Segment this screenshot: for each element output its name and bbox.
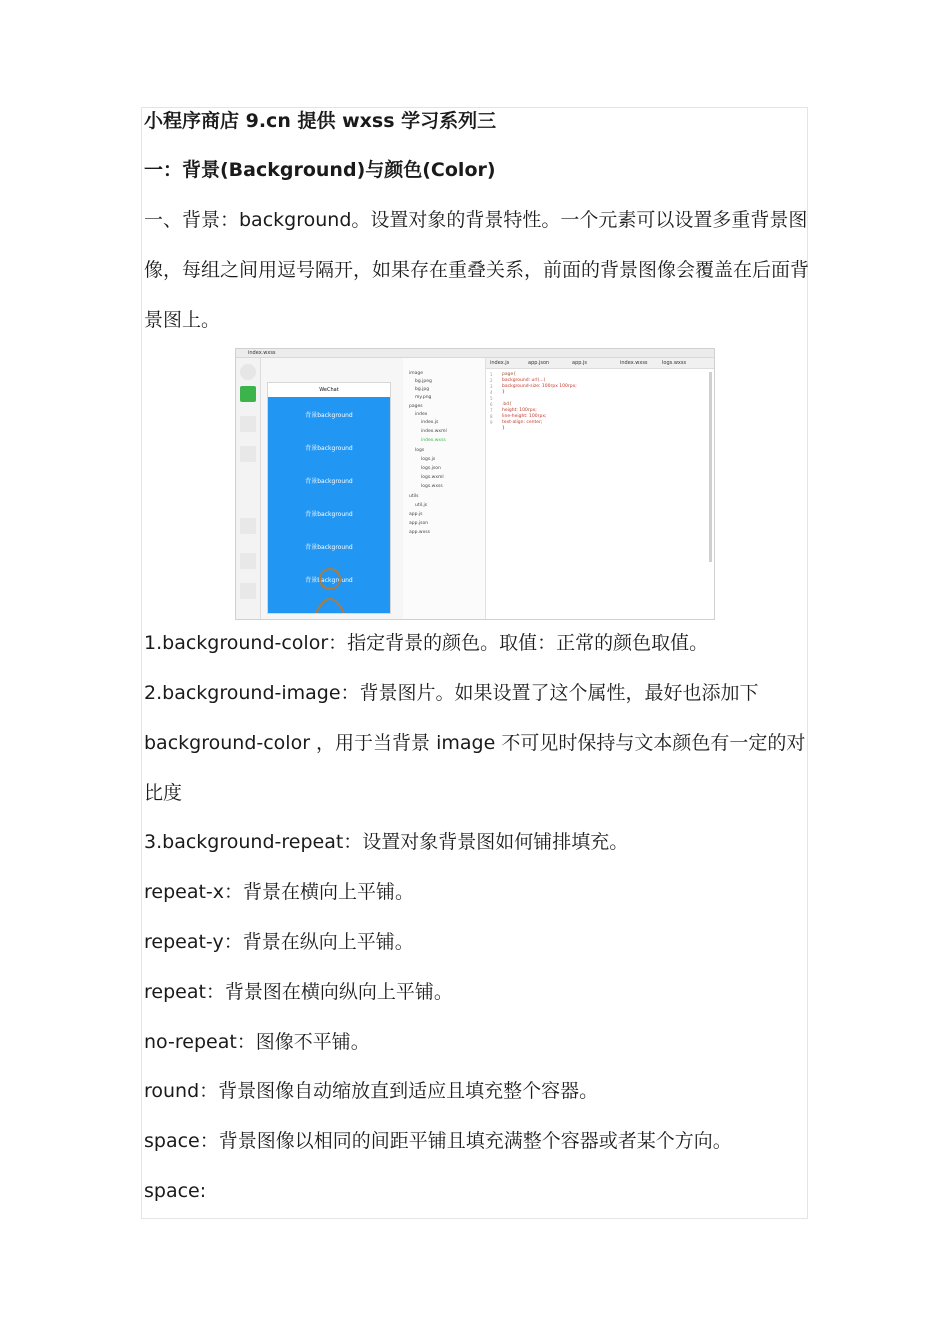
body-line-1: 1.background-color：指定背景的颜色。取值：正常的颜色取值。 xyxy=(144,632,709,654)
body-line-2: 2.background-image：背景图片。如果设置了这个属性，最好也添加下 xyxy=(144,682,759,704)
debug-tool-icon[interactable] xyxy=(240,446,256,462)
body-line-3: background-color ，用于当背景 image 不可见时保持与文本颜色有一定的对 xyxy=(144,732,806,754)
code-line: page{ xyxy=(502,372,517,377)
body-line-10: round：背景图像自动缩放直到适应且填充整个容器。 xyxy=(144,1080,599,1102)
tree-item[interactable]: logs xyxy=(415,448,425,453)
code-line: background-size: 100rpx 100rpx; xyxy=(502,384,577,389)
tree-item[interactable]: app.js xyxy=(409,512,423,517)
body-line-8: repeat：背景图在横向纵向上平铺。 xyxy=(144,981,453,1003)
code-line: } xyxy=(502,426,505,431)
phone-simulator xyxy=(267,382,391,614)
editor-tab[interactable]: logs.wxss xyxy=(662,360,687,366)
tree-item[interactable]: logs.wxss xyxy=(421,484,443,489)
tree-item[interactable]: index.js xyxy=(421,420,439,425)
body-line-9: no-repeat：图像不平铺。 xyxy=(144,1031,370,1053)
body-line-7: repeat-y：背景在纵向上平铺。 xyxy=(144,931,414,953)
tree-item[interactable]: my.png xyxy=(415,395,432,400)
tree-item[interactable]: bg.jpeg xyxy=(415,379,432,384)
code-tool-icon[interactable] xyxy=(240,416,256,432)
intro-line-3: 景图上。 xyxy=(144,309,221,331)
tree-item[interactable]: util.js xyxy=(415,503,428,508)
tree-item[interactable]: logs.js xyxy=(421,457,436,462)
compile-tool-icon[interactable] xyxy=(240,553,256,569)
code-editor[interactable]: index.js app.json app.js index.wxss logs.wxss 1 2 3 4 5 6 7 8 9 page{ background: url(...) background-size: 100rpx 100rpx; } .bd{ height: 100rpx; line-height: 100rpx; text-align: center; } xyxy=(486,358,715,620)
image-rule-left xyxy=(141,342,142,627)
project-tool-icon[interactable] xyxy=(240,518,256,534)
tree-item[interactable]: app.json xyxy=(409,521,429,526)
tree-item[interactable]: utils xyxy=(409,494,419,499)
bg-label-1: 背景background xyxy=(305,412,353,419)
section-heading: 一：背景(Background)与颜色(Color) xyxy=(144,159,496,181)
user-avatar-icon xyxy=(314,567,346,613)
code-line: } xyxy=(502,390,505,395)
bg-label-4: 背景background xyxy=(305,511,353,518)
phone-blue-background xyxy=(268,397,390,613)
tree-item[interactable]: index.wxml xyxy=(421,429,447,434)
avatar-icon xyxy=(240,364,256,380)
menubar-app-name: index.wxss xyxy=(248,350,276,356)
editor-tab[interactable]: index.js xyxy=(490,360,510,366)
body-line-5: 3.background-repeat：设置对象背景图如何铺排填充。 xyxy=(144,831,629,853)
intro-line-1: 一、背景：background。设置对象的背景特性。一个元素可以设置多重背景图 xyxy=(144,209,808,231)
mac-menubar xyxy=(236,349,714,358)
simulator-area xyxy=(261,358,403,620)
bg-label-6: 背景background xyxy=(305,577,353,584)
tree-item[interactable]: image xyxy=(409,371,424,376)
devtools-screenshot xyxy=(235,348,715,620)
code-line: .bd{ xyxy=(502,402,513,407)
body-line-4: 比度 xyxy=(144,782,183,804)
code-line: text-align: center; xyxy=(502,420,543,425)
body-line-6: repeat-x：背景在横向上平铺。 xyxy=(144,881,415,903)
tree-item-active[interactable]: index.wxss xyxy=(421,438,446,443)
editor-tab[interactable]: app.js xyxy=(572,360,587,366)
code-line: line-height: 100rpx; xyxy=(502,414,547,419)
body-line-12: space: xyxy=(144,1180,207,1202)
file-tree xyxy=(403,358,486,620)
phone-nav-title: WeChat xyxy=(319,387,339,393)
bg-label-5: 背景background xyxy=(305,544,353,551)
doc-title: 小程序商店 9.cn 提供 wxss 学习系列三 xyxy=(144,110,497,132)
editor-tool-button[interactable] xyxy=(240,386,256,402)
bg-label-2: 背景background xyxy=(305,445,353,452)
tree-item[interactable]: app.wxss xyxy=(409,530,430,535)
editor-tabs xyxy=(486,358,715,369)
tree-item[interactable]: logs.json xyxy=(421,466,441,471)
editor-tab[interactable]: app.json xyxy=(528,360,550,366)
code-line: background: url(...) xyxy=(502,378,546,383)
tree-item[interactable]: index xyxy=(415,412,428,417)
bg-label-3: 背景background xyxy=(305,478,353,485)
body-line-11: space：背景图像以相同的间距平铺且填充满整个容器或者某个方向。 xyxy=(144,1130,732,1152)
settings-tool-icon[interactable] xyxy=(240,583,256,599)
image-rule-right xyxy=(807,342,808,627)
tree-item[interactable]: logs.wxml xyxy=(421,475,444,480)
tool-sidebar xyxy=(236,358,261,620)
editor-tab-active[interactable]: index.wxss xyxy=(620,360,648,366)
tree-item[interactable]: bg.jpg xyxy=(415,387,430,392)
tree-item[interactable]: pages xyxy=(409,404,423,409)
editor-scrollbar[interactable] xyxy=(709,372,712,562)
intro-line-2: 像，每组之间用逗号隔开，如果存在重叠关系，前面的背景图像会覆盖在后面背 xyxy=(144,259,810,281)
code-line: height: 100rpx; xyxy=(502,408,537,413)
